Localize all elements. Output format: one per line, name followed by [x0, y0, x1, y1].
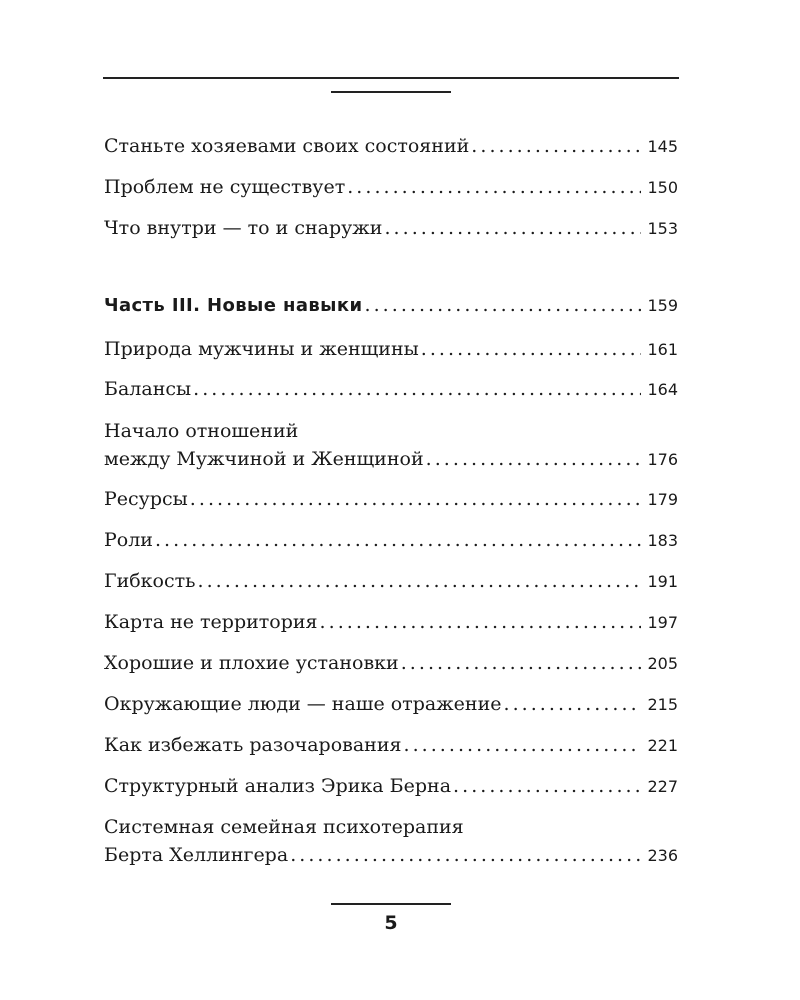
toc-entry[interactable]	[104, 772, 678, 801]
toc-entry[interactable]	[104, 608, 678, 637]
toc-entry[interactable]	[104, 690, 678, 719]
leader-dots	[384, 214, 641, 242]
toc-entry-page: 179	[647, 490, 678, 509]
toc-entry[interactable]	[104, 417, 678, 474]
leader-dots	[503, 690, 641, 718]
toc-entry-title: Что внутри — то и снаружи	[104, 217, 383, 239]
footer-short-rule	[331, 903, 451, 905]
toc-entry-title-line1: Системная семейная психотерапия	[104, 816, 464, 838]
leader-dots	[290, 841, 641, 869]
toc-entry-title: Проблем не существует	[104, 176, 346, 198]
toc-entry-page: 176	[647, 450, 678, 469]
toc-entry[interactable]	[104, 173, 678, 202]
leader-dots	[471, 132, 641, 160]
toc-entry[interactable]	[104, 731, 678, 760]
leader-dots	[426, 445, 642, 473]
toc-entry-page: 205	[647, 654, 678, 673]
toc-entry[interactable]	[104, 375, 678, 404]
leader-dots	[320, 608, 642, 636]
toc-entry-title: Природа мужчины и женщины	[104, 338, 419, 360]
toc-entry[interactable]	[104, 335, 678, 364]
toc-entry-title: между Мужчиной и Женщиной	[104, 448, 424, 470]
toc-entry-title: Карта не территория	[104, 611, 318, 633]
toc-entry-title: Хорошие и плохие установки	[104, 652, 399, 674]
toc-entry-page: 153	[647, 219, 678, 238]
leader-dots	[365, 291, 642, 319]
leader-dots	[453, 772, 641, 800]
toc-entry[interactable]	[104, 649, 678, 678]
leader-dots	[401, 649, 642, 677]
toc-entry[interactable]	[104, 813, 678, 870]
toc-entry-page: 236	[647, 846, 678, 865]
toc-entry-page: 161	[647, 340, 678, 359]
header-short-rule	[331, 91, 451, 93]
toc-entry-page: 227	[647, 777, 678, 796]
toc-entry-page: 164	[647, 380, 678, 399]
toc-entry[interactable]	[104, 132, 678, 161]
toc-entry-page: 215	[647, 695, 678, 714]
leader-dots	[421, 335, 642, 363]
page-number: 5	[384, 912, 398, 934]
toc-part-heading[interactable]	[104, 291, 678, 320]
toc-entry-page: 159	[647, 296, 678, 315]
toc-entry[interactable]	[104, 526, 678, 555]
toc-entry-title: Гибкость	[104, 570, 196, 592]
toc-entry-title: Роли	[104, 529, 153, 551]
leader-dots	[198, 567, 642, 595]
toc-entry-title: Как избежать разочарования	[104, 734, 402, 756]
toc-entry-title: Балансы	[104, 378, 192, 400]
toc-entry[interactable]	[104, 567, 678, 596]
leader-dots	[403, 731, 641, 759]
toc-entry-title: Станьте хозяевами своих состояний	[104, 135, 470, 157]
toc-entry-title-line1: Начало отношений	[104, 420, 299, 442]
toc-entry-page: 197	[647, 613, 678, 632]
toc-entry[interactable]	[104, 485, 678, 514]
toc-entry-page: 191	[647, 572, 678, 591]
toc-entry-page: 221	[647, 736, 678, 755]
leader-dots	[190, 485, 642, 513]
toc-entry-title: Структурный анализ Эрика Берна	[104, 775, 452, 797]
toc-part-title: Часть III. Новые навыки	[104, 295, 363, 316]
leader-dots	[193, 375, 641, 403]
toc-entry-page: 183	[647, 531, 678, 550]
header-rule	[103, 77, 679, 79]
leader-dots	[155, 526, 641, 554]
toc-entry[interactable]	[104, 214, 678, 243]
toc-entry-page: 150	[647, 178, 678, 197]
toc-entry-title: Окружающие люди — наше отражение	[104, 693, 502, 715]
toc-entry-title: Берта Хеллингера	[104, 844, 289, 866]
toc-entry-title: Ресурсы	[104, 488, 188, 510]
toc-entry-page: 145	[647, 137, 678, 156]
leader-dots	[347, 173, 641, 201]
